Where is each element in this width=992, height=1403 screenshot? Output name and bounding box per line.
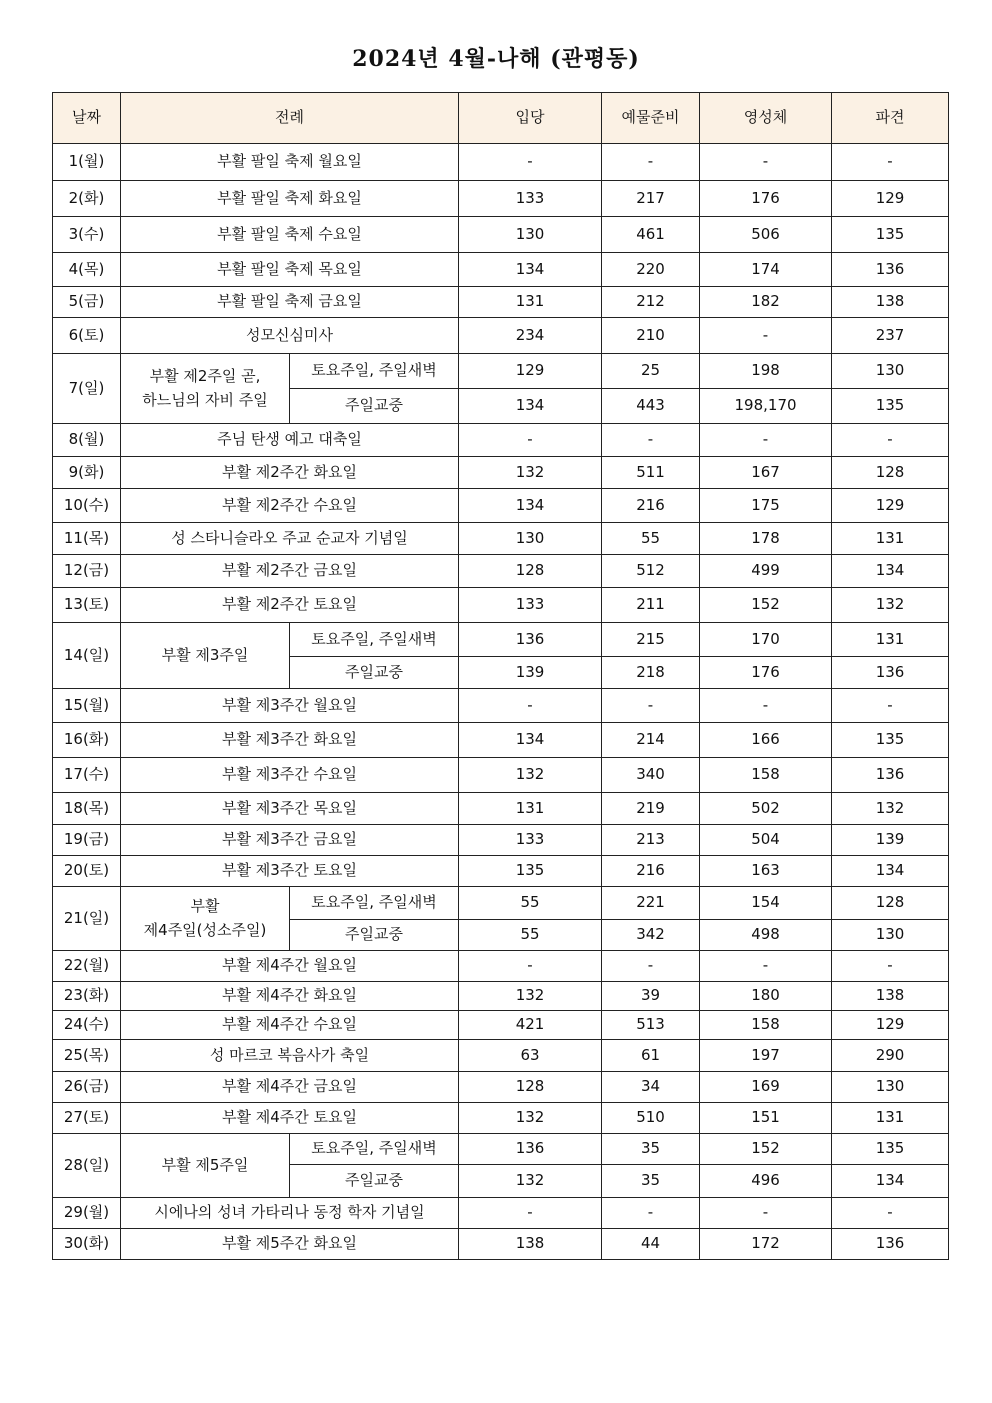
liturgy-cell [121,354,290,424]
liturgy-cell: 부활 제2주간 수요일 [121,489,459,523]
dismissal-cell: - [832,689,949,723]
communion-cell: - [700,689,832,723]
communion-cell: - [700,1198,832,1229]
communion-cell: 178 [700,523,832,555]
dismissal-cell: 136 [832,253,949,287]
date-cell: 19(금) [53,825,121,856]
table-row [53,1229,949,1260]
liturgy-cell: 부활 제3주간 목요일 [121,793,459,825]
dismissal-cell: 131 [832,523,949,555]
table-row [53,489,949,523]
entrance-cell: - [459,1198,602,1229]
date-cell: 9(화) [53,457,121,489]
dismissal-cell: 128 [832,887,949,920]
entrance-cell: 138 [459,1229,602,1260]
dismissal-cell: 135 [832,723,949,758]
mass-name-cell: 주일교중 [290,920,459,951]
offertory-cell: 342 [602,920,700,951]
communion-cell: - [700,318,832,354]
date-cell: 23(화) [53,982,121,1011]
communion-cell: 152 [700,588,832,623]
date-cell: 25(목) [53,1040,121,1072]
offertory-cell: - [602,689,700,723]
table-row [53,951,949,982]
table-row [53,793,949,825]
offertory-cell: 214 [602,723,700,758]
table-row [53,1011,949,1040]
liturgy-cell: 시에나의 성녀 가타리나 동정 학자 기념일 [121,1198,459,1229]
date-cell: 28(일) [53,1134,121,1198]
table-row [53,1134,949,1165]
offertory-cell: 443 [602,389,700,424]
offertory-cell: 510 [602,1103,700,1134]
entrance-cell: 135 [459,856,602,887]
liturgy-cell: 부활 제4주간 금요일 [121,1072,459,1103]
offertory-cell: 218 [602,657,700,689]
table-row [53,523,949,555]
communion-cell: 158 [700,758,832,793]
offertory-cell: 44 [602,1229,700,1260]
dismissal-cell: 138 [832,287,949,318]
offertory-cell: 55 [602,523,700,555]
liturgy-line: 부활 제2주일 곧, [149,367,261,386]
communion-cell: 152 [700,1134,832,1165]
document-title: 2024년 4월-나해 (관평동) [352,46,640,72]
entrance-cell: 130 [459,523,602,555]
mass-name-cell: 토요주일, 주일새벽 [290,887,459,920]
offertory-cell: 219 [602,793,700,825]
entrance-cell: 55 [459,887,602,920]
table-row [53,982,949,1011]
dismissal-cell: 134 [832,555,949,588]
date-cell: 14(일) [53,623,121,689]
communion-cell: 198,170 [700,389,832,424]
entrance-cell: 134 [459,389,602,424]
date-cell: 12(금) [53,555,121,588]
offertory-cell: 212 [602,287,700,318]
communion-cell: - [700,951,832,982]
communion-cell: 504 [700,825,832,856]
date-cell: 21(일) [53,887,121,951]
dismissal-cell: 128 [832,457,949,489]
dismissal-cell: 130 [832,1072,949,1103]
offertory-cell: - [602,1198,700,1229]
communion-cell: 158 [700,1011,832,1040]
liturgy-cell [121,623,290,689]
header-entrance: 입당 [459,93,602,144]
mass-name-cell: 주일교중 [290,389,459,424]
dismissal-cell: 136 [832,758,949,793]
date-cell: 11(목) [53,523,121,555]
date-cell: 1(월) [53,144,121,181]
date-cell: 2(화) [53,181,121,217]
entrance-cell: 132 [459,1165,602,1198]
date-cell: 24(수) [53,1011,121,1040]
entrance-cell: 136 [459,1134,602,1165]
dismissal-cell: 132 [832,793,949,825]
offertory-cell: 210 [602,318,700,354]
liturgy-cell [121,887,290,951]
liturgy-cell: 성모신심미사 [121,318,459,354]
dismissal-cell: - [832,1198,949,1229]
entrance-cell: 132 [459,1103,602,1134]
table-row [53,457,949,489]
dismissal-cell: 237 [832,318,949,354]
table-row [53,856,949,887]
offertory-cell: 216 [602,489,700,523]
date-cell: 29(월) [53,1198,121,1229]
liturgy-line: 제4주일(성소주일) [143,920,267,939]
entrance-cell: - [459,951,602,982]
liturgy-cell: 부활 제4주간 화요일 [121,982,459,1011]
entrance-cell: 132 [459,457,602,489]
entrance-cell: - [459,424,602,457]
liturgy-cell: 부활 제5주간 화요일 [121,1229,459,1260]
date-cell: 27(토) [53,1103,121,1134]
liturgy-cell: 주님 탄생 예고 대축일 [121,424,459,457]
dismissal-cell: 130 [832,354,949,389]
dismissal-cell: 129 [832,489,949,523]
dismissal-cell: 138 [832,982,949,1011]
dismissal-cell: 135 [832,1134,949,1165]
header-row [53,93,949,144]
liturgy-cell: 부활 제3주간 금요일 [121,825,459,856]
liturgy-cell: 부활 제2주간 금요일 [121,555,459,588]
table-row [53,354,949,389]
header-offertory: 예물준비 [602,93,700,144]
entrance-cell: 130 [459,217,602,253]
header-date: 날짜 [53,93,121,144]
dismissal-cell: 131 [832,1103,949,1134]
dismissal-cell: - [832,424,949,457]
liturgy-cell: 부활 제2주간 토요일 [121,588,459,623]
date-cell: 5(금) [53,287,121,318]
liturgy-cell: 부활 팔일 축제 화요일 [121,181,459,217]
communion-cell: 496 [700,1165,832,1198]
communion-cell: 163 [700,856,832,887]
header-dismissal: 파견 [832,93,949,144]
liturgy-cell: 부활 제3주간 화요일 [121,723,459,758]
dismissal-cell: 134 [832,1165,949,1198]
liturgy-cell: 성 마르코 복음사가 축일 [121,1040,459,1072]
offertory-cell: - [602,144,700,181]
communion-cell: 506 [700,217,832,253]
entrance-cell: 133 [459,825,602,856]
entrance-cell: 234 [459,318,602,354]
liturgy-cell [121,1134,290,1198]
table-row [53,144,949,181]
communion-cell: 182 [700,287,832,318]
offertory-cell: 39 [602,982,700,1011]
table-row [53,424,949,457]
table-row [53,758,949,793]
table-row [53,287,949,318]
offertory-cell: 221 [602,887,700,920]
communion-cell: 174 [700,253,832,287]
dismissal-cell: 290 [832,1040,949,1072]
table-row [53,825,949,856]
date-cell: 10(수) [53,489,121,523]
entrance-cell: - [459,144,602,181]
offertory-cell: 220 [602,253,700,287]
liturgy-cell: 부활 팔일 축제 수요일 [121,217,459,253]
table-row [53,217,949,253]
dismissal-cell: 135 [832,389,949,424]
mass-name-cell: 토요주일, 주일새벽 [290,354,459,389]
liturgy-cell: 부활 팔일 축제 금요일 [121,287,459,318]
communion-cell: 169 [700,1072,832,1103]
date-cell: 26(금) [53,1072,121,1103]
communion-cell: 198 [700,354,832,389]
date-cell: 20(토) [53,856,121,887]
dismissal-cell: 135 [832,217,949,253]
table-row [53,623,949,657]
offertory-cell: 513 [602,1011,700,1040]
date-cell: 22(월) [53,951,121,982]
communion-cell: - [700,424,832,457]
communion-cell: 166 [700,723,832,758]
table-row [53,318,949,354]
dismissal-cell: 129 [832,1011,949,1040]
communion-cell: 498 [700,920,832,951]
date-cell: 4(목) [53,253,121,287]
communion-cell: 170 [700,623,832,657]
entrance-cell: 132 [459,758,602,793]
communion-cell: 175 [700,489,832,523]
dismissal-cell: 131 [832,623,949,657]
date-cell: 6(토) [53,318,121,354]
liturgy-cell: 부활 팔일 축제 월요일 [121,144,459,181]
table-row [53,555,949,588]
offertory-cell: - [602,951,700,982]
entrance-cell: 134 [459,723,602,758]
table-row [53,1103,949,1134]
entrance-cell: 132 [459,982,602,1011]
dismissal-cell: 130 [832,920,949,951]
offertory-cell: 340 [602,758,700,793]
offertory-cell: 25 [602,354,700,389]
liturgy-cell: 부활 제2주간 화요일 [121,457,459,489]
date-cell: 8(월) [53,424,121,457]
entrance-cell: 131 [459,287,602,318]
schedule-body [53,144,949,1260]
liturgy-line: 하느님의 자비 주일 [142,390,268,409]
entrance-cell: 55 [459,920,602,951]
entrance-cell: 131 [459,793,602,825]
dismissal-cell: 136 [832,1229,949,1260]
communion-cell: 180 [700,982,832,1011]
offertory-cell: 61 [602,1040,700,1072]
hymn-schedule-table [52,92,949,1260]
dismissal-cell: 129 [832,181,949,217]
liturgy-line: 부활 [190,897,220,916]
communion-cell: 151 [700,1103,832,1134]
entrance-cell: 133 [459,181,602,217]
entrance-cell: 139 [459,657,602,689]
table-row [53,689,949,723]
table-row [53,253,949,287]
liturgy-cell: 부활 제4주간 토요일 [121,1103,459,1134]
entrance-cell: 128 [459,1072,602,1103]
communion-cell: 154 [700,887,832,920]
date-cell: 15(월) [53,689,121,723]
table-row [53,588,949,623]
date-cell: 3(수) [53,217,121,253]
dismissal-cell: - [832,951,949,982]
communion-cell: - [700,144,832,181]
liturgy-cell: 부활 제4주간 수요일 [121,1011,459,1040]
entrance-cell: 129 [459,354,602,389]
date-cell: 18(목) [53,793,121,825]
date-cell: 16(화) [53,723,121,758]
date-cell: 13(토) [53,588,121,623]
offertory-cell: - [602,424,700,457]
communion-cell: 172 [700,1229,832,1260]
liturgy-line: 부활 제5주일 [161,1155,249,1174]
offertory-cell: 211 [602,588,700,623]
liturgy-line: 부활 제3주일 [161,645,249,664]
mass-name-cell: 토요주일, 주일새벽 [290,623,459,657]
offertory-cell: 216 [602,856,700,887]
dismissal-cell: - [832,144,949,181]
entrance-cell: 133 [459,588,602,623]
communion-cell: 197 [700,1040,832,1072]
mass-name-cell: 토요주일, 주일새벽 [290,1134,459,1165]
header-liturgy: 전례 [121,93,459,144]
offertory-cell: 35 [602,1134,700,1165]
offertory-cell: 215 [602,623,700,657]
entrance-cell: 134 [459,489,602,523]
communion-cell: 176 [700,657,832,689]
table-row [53,181,949,217]
date-cell: 7(일) [53,354,121,424]
offertory-cell: 217 [602,181,700,217]
entrance-cell: 421 [459,1011,602,1040]
entrance-cell: 128 [459,555,602,588]
communion-cell: 502 [700,793,832,825]
mass-name-cell: 주일교중 [290,1165,459,1198]
date-cell: 30(화) [53,1229,121,1260]
mass-name-cell: 주일교중 [290,657,459,689]
table-row [53,723,949,758]
dismissal-cell: 139 [832,825,949,856]
dismissal-cell: 136 [832,657,949,689]
table-row [53,1198,949,1229]
offertory-cell: 461 [602,217,700,253]
table-row [53,1040,949,1072]
communion-cell: 167 [700,457,832,489]
entrance-cell: 63 [459,1040,602,1072]
liturgy-cell: 부활 제3주간 월요일 [121,689,459,723]
offertory-cell: 511 [602,457,700,489]
offertory-cell: 512 [602,555,700,588]
entrance-cell: 136 [459,623,602,657]
offertory-cell: 34 [602,1072,700,1103]
liturgy-cell: 부활 제3주간 토요일 [121,856,459,887]
dismissal-cell: 132 [832,588,949,623]
entrance-cell: 134 [459,253,602,287]
offertory-cell: 35 [602,1165,700,1198]
header-communion: 영성체 [700,93,832,144]
table-row [53,1072,949,1103]
table-row [53,887,949,920]
communion-cell: 499 [700,555,832,588]
date-cell: 17(수) [53,758,121,793]
communion-cell: 176 [700,181,832,217]
offertory-cell: 213 [602,825,700,856]
liturgy-cell: 부활 제3주간 수요일 [121,758,459,793]
liturgy-cell: 부활 제4주간 월요일 [121,951,459,982]
liturgy-cell: 성 스타니슬라오 주교 순교자 기념일 [121,523,459,555]
dismissal-cell: 134 [832,856,949,887]
liturgy-cell: 부활 팔일 축제 목요일 [121,253,459,287]
entrance-cell: - [459,689,602,723]
